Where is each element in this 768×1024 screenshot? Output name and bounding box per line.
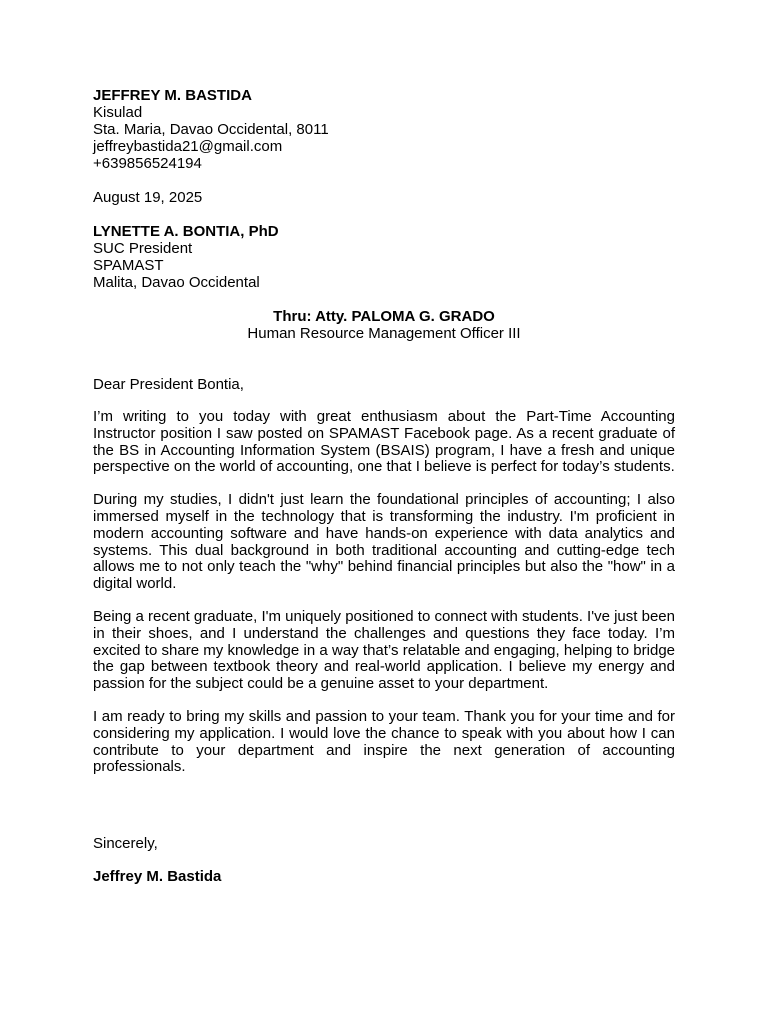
spacer [93,206,675,223]
closing: Sincerely, [93,835,158,853]
spacer [93,342,675,376]
body-paragraph-1: I’m writing to you today with great enthusiasm about the Part-Time Accounting Instructor position I saw posted on SPAMAST Facebook page. As a recent graduate of the BS in Accounting Information System (BSAIS) program, I have a fresh and unique perspective on the world of accounting, one that I believe is perfect for today’s students. [93,408,675,476]
letter-page [93,87,675,885]
thru-line: Thru: Atty. PALOMA G. GRADO [273,308,495,325]
body-paragraph-2: During my studies, I didn't just learn the foundational principles of accounting; I also immersed myself in the technology that is transforming the industry. I'm proficient in modern accounting software and have hands-on experience with data analytics and systems. This dual background in both traditional accounting and cutting-edge tech allows me to not only teach the "why" behind financial principles but also the "how" in a digital world. [93,491,675,593]
spacer [93,593,675,609]
spacer [93,172,675,189]
sender-name: JEFFREY M. BASTIDA [93,87,252,104]
recipient-organization: SPAMAST [93,257,164,274]
body-paragraph-3: Being a recent graduate, I'm uniquely positioned to connect with students. I've just been in their shoes, and I understand the challenges and questions they face today. I’m excited to share my knowledge in a way that’s relatable and engaging, helping to bridge the gap between textbook theory and real-world application. I believe my energy and passion for the subject could be a genuine asset to your department. [93,607,675,693]
recipient-name: LYNETTE A. BONTIA, PhD [93,223,279,240]
recipient-block [93,223,675,291]
recipient-title: SUC President [93,240,193,257]
sender-block [93,87,675,172]
spacer [93,776,675,835]
spacer [93,693,675,709]
sender-email: jeffreybastida21@gmail.com [93,138,283,155]
sender-address-line1: Kisulad [93,104,143,121]
body-paragraph-4: I am ready to bring my skills and passion to your team. Thank you for your time and for considering my application. I would love the chance to speak with you about how I can contribute to your department and inspire the next generation of accounting professionals. [93,707,675,776]
letter-date: August 19, 2025 [93,189,203,206]
sender-phone: +639856524194 [93,155,202,172]
spacer [93,393,675,409]
thru-title: Human Resource Management Officer III [247,325,521,342]
recipient-location: Malita, Davao Occidental [93,274,260,291]
spacer [93,852,675,868]
thru-block [93,308,675,342]
salutation: Dear President Bontia, [93,376,244,393]
sender-address-line2: Sta. Maria, Davao Occidental, 8011 [93,121,329,138]
signature-name: Jeffrey M. Bastida [93,868,222,886]
spacer [93,291,675,308]
spacer [93,476,675,492]
